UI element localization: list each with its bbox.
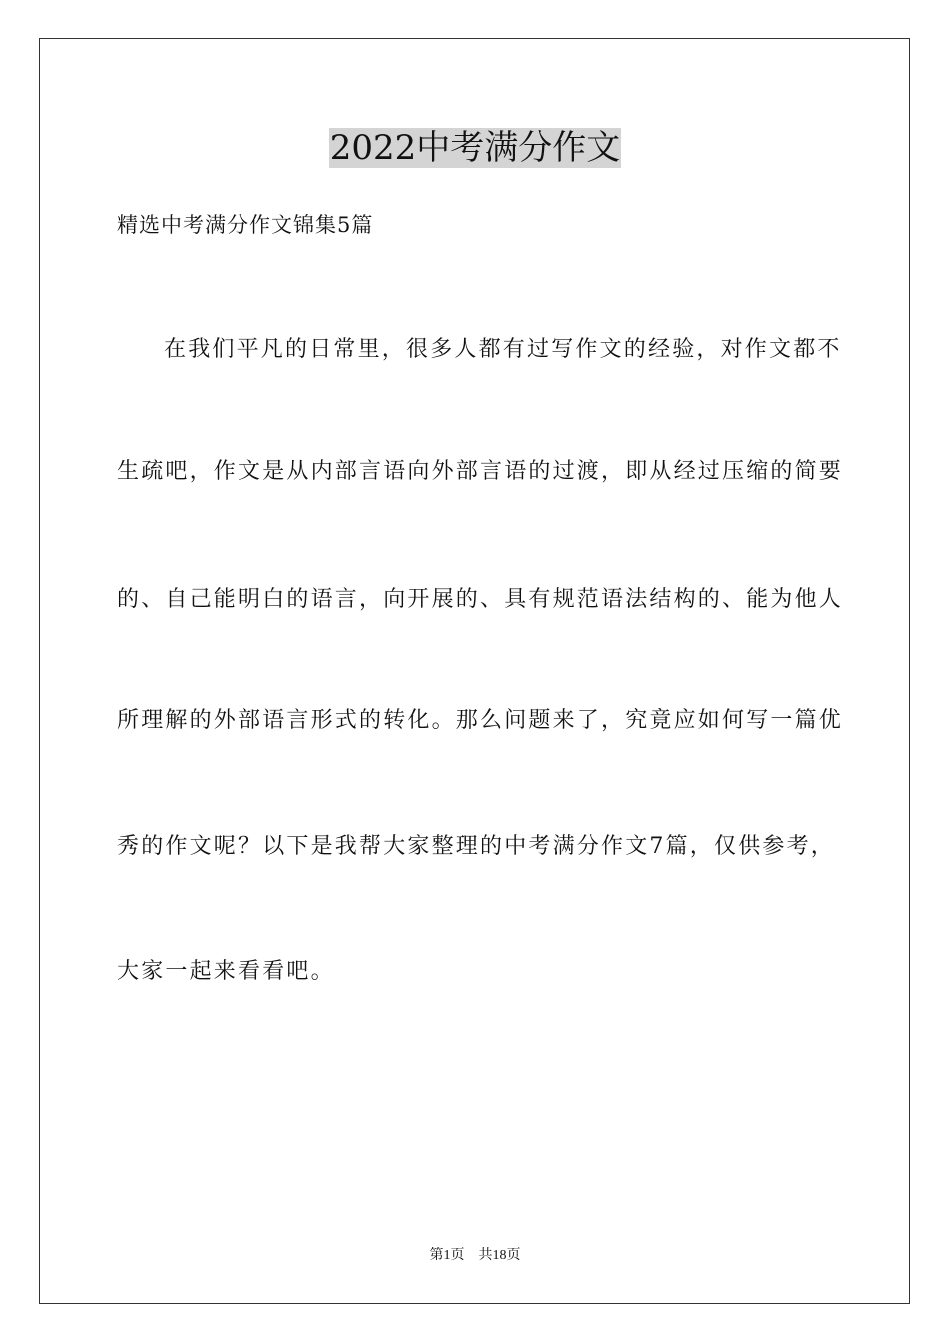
- page-number: 第1页: [429, 1248, 465, 1263]
- document-subtitle: 精选中考满分作文锦集5篇: [117, 213, 374, 237]
- page-footer: [0, 1246, 950, 1266]
- paragraph-line: 所理解的外部语言形式的转化。那么问题来了，究竟应如何写一篇优: [117, 708, 844, 733]
- paragraph-line: 秀的作文呢？以下是我帮大家整理的中考满分作文7篇，仅供参考，: [117, 834, 835, 859]
- document-title: [0, 124, 950, 172]
- paragraph-line: 生疏吧，作文是从内部言语向外部言语的过渡，即从经过压缩的简要: [117, 459, 844, 484]
- paragraph-line: 大家一起来看看吧。: [117, 959, 335, 984]
- paragraph-line: 在我们平凡的日常里，很多人都有过写作文的经验，对作文都不: [164, 337, 842, 362]
- document-title-text: 2022中考满分作文: [329, 128, 621, 168]
- total-pages: 共18页: [478, 1248, 521, 1263]
- paragraph-line: 的、自己能明白的语言，向开展的、具有规范语法结构的、能为他人: [117, 587, 844, 612]
